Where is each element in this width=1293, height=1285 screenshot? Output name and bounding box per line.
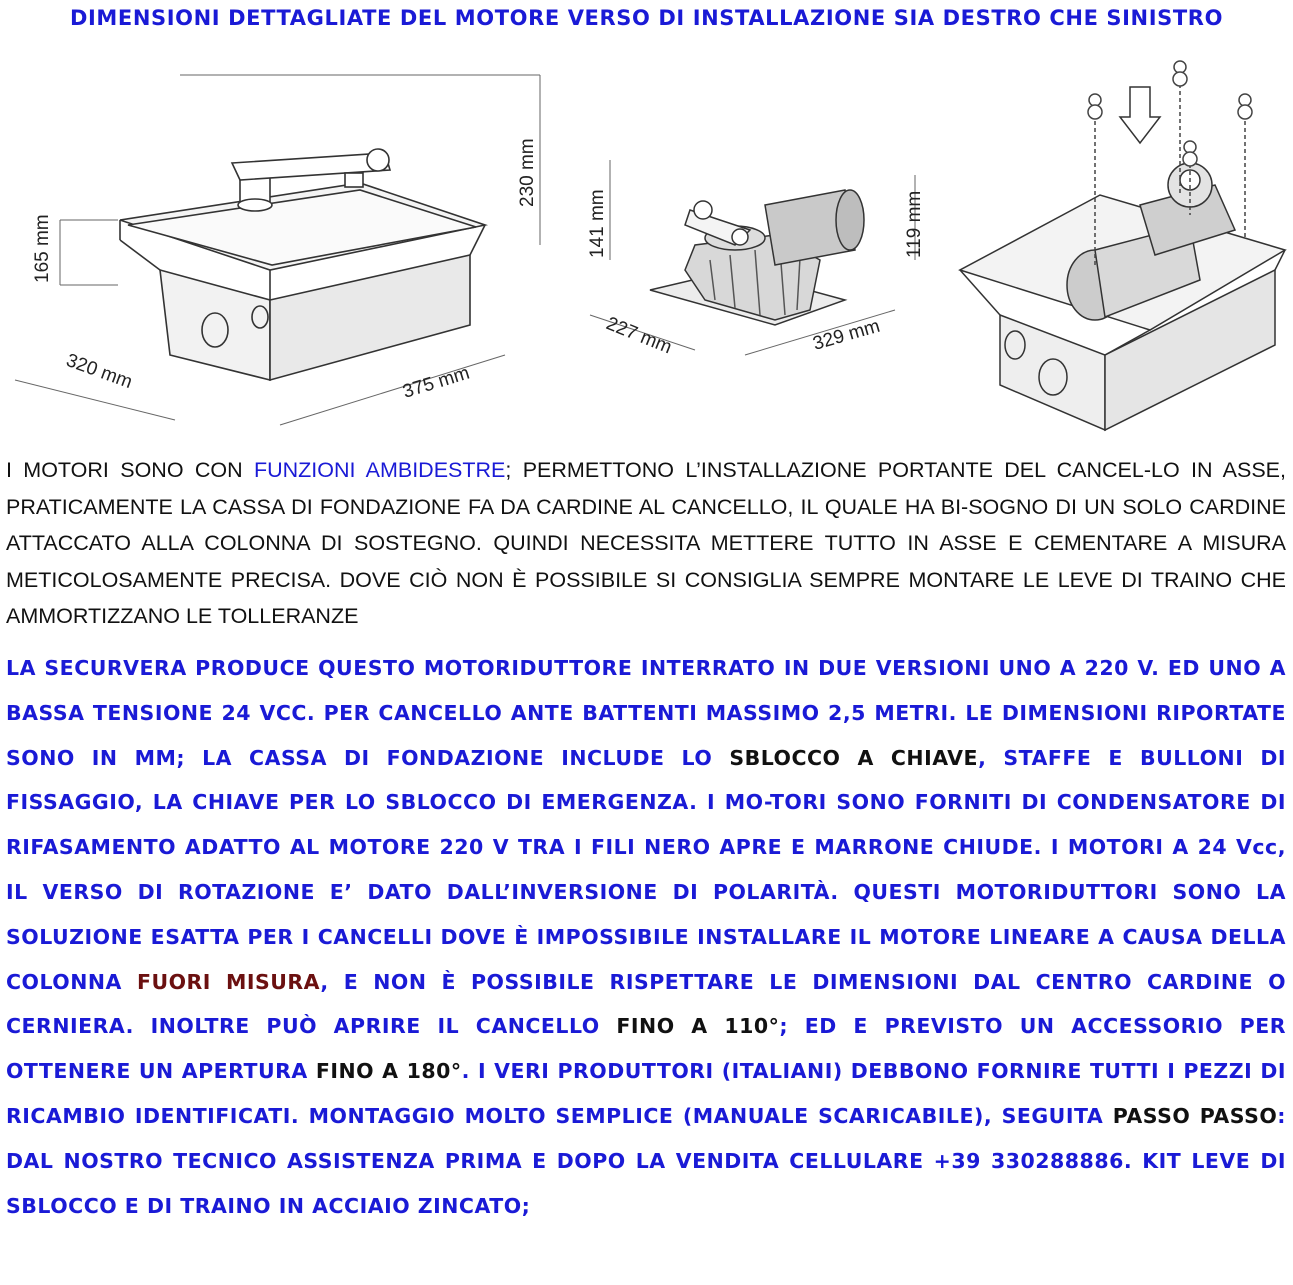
installation-text: ; PERMETTONO L’INSTALLAZIONE PORTANTE DEL CANCEL-LO IN ASSE, PRATICAMENTE LA CASSA DI FONDAZIONE FA DA CARDINE AL CANCELLO, IL QUALE HA BI-SOGNO DI UN SOLO CARDINE ATTACCATO ALLA COLONNA DI SOSTEGNO. QUINDI NECESSITA METTERE TUTTO IN ASSE E CEMENTARE A MISURA METICOLOSAMENTE PRECISA. DOVE CIÒ NON È POSSIBILE SI CONSIGLIA SEMPRE MONTARE LE LEVE DI TRAINO CHE AMMORTIZZANO LE TOLLERANZE <box>6 458 1286 628</box>
motor-depth-label: 227 mm <box>603 313 675 359</box>
ambidextrous-description <box>6 452 1286 635</box>
box-depth-label: 320 mm <box>63 349 135 394</box>
foundation-box-drawing <box>0 55 560 430</box>
box-height-back-label: 230 mm <box>517 138 538 207</box>
box-height-front-label: 165 mm <box>32 214 53 283</box>
page-title: DIMENSIONI DETTAGLIATE DEL MOTORE VERSO DI INSTALLAZIONE SIA DESTRO CHE SINISTRO <box>69 6 1224 30</box>
oversize-highlight: FUORI MISURA <box>136 969 321 994</box>
opening-110-highlight: FINO A 110° <box>616 1014 780 1039</box>
key-unlock-highlight: SBLOCCO A CHIAVE <box>729 745 979 770</box>
motor-height-right-label: 119 mm <box>904 190 925 258</box>
installed-motor-drawing <box>955 55 1290 435</box>
intro-text: I MOTORI SONO CON <box>6 458 254 482</box>
desc-segment-7: ; ED E PREVISTO UN ACCESSORIO PER OTTENERE UN APERTURA <box>6 1014 1286 1084</box>
step-by-step-highlight: PASSO PASSO <box>1112 1103 1278 1128</box>
box-length-label: 375 mm <box>400 362 473 403</box>
desc-segment-3: , STAFFE E BULLONI DI FISSAGGIO, LA CHIAVE PER LO SBLOCCO DI EMERGENZA. I MO-TORI SONO FORNITI DI CONDENSATORE DI RIFASAMENTO ADATTO AL MOTORE 220 V TRA I FILI NERO APRE E MARRONE CHIUDE. I MOTORI A 24 Vcc, IL VERSO DI ROTAZIONE E’ DATO DALL’INVERSIONE DI POLARITÀ. QUESTI MOTORIDUTTORI SONO LA SOLUZIONE ESATTA PER I CANCELLI DOVE È IMPOSSIBILE INSTALLARE IL MOTORE LINEARE A CAUSA DELLA COLONNA <box>6 745 1286 994</box>
desc-segment-9: . I VERI PRODUTTORI (ITALIANI) DEBBONO FORNIRE TUTTI I PEZZI DI RICAMBIO IDENTIFICATI. MONTAGGIO MOLTO SEMPLICE (MANUALE SCARICABILE), SEGUITA <box>6 1059 1286 1128</box>
desc-segment-5: , E NON È POSSIBILE RISPETTARE LE DIMENSIONI DAL CENTRO CARDINE O CERNIERA. INOLTRE PUÒ APRIRE IL CANCELLO <box>6 969 1287 1039</box>
ambidextrous-highlight: FUNZIONI AMBIDESTRE <box>253 458 506 482</box>
opening-180-highlight: FINO A 180° <box>315 1059 462 1084</box>
motor-drawing <box>575 150 935 380</box>
desc-segment-1: LA SECURVERA PRODUCE QUESTO MOTORIDUTTORE INTERRATO IN DUE VERSIONI UNO A 220 V. ED UNO A BASSA TENSIONE 24 VCC. PER CANCELLO ANTE BATTENTI MASSIMO 2,5 METRI. LE DIMENSIONI RIPORTATE SONO IN MM; LA CASSA DI FONDAZIONE INCLUDE LO <box>6 656 1286 770</box>
motor-length-label: 329 mm <box>810 315 883 355</box>
motor-height-left-label: 141 mm <box>587 189 608 258</box>
product-description <box>6 646 1286 1228</box>
desc-segment-11: : DAL NOSTRO TECNICO ASSISTENZA PRIMA E DOPO LA VENDITA CELLULARE +39 330288886. KIT LEVE DI SBLOCCO E DI TRAINO IN ACCIAIO ZINCATO; <box>6 1103 1286 1218</box>
